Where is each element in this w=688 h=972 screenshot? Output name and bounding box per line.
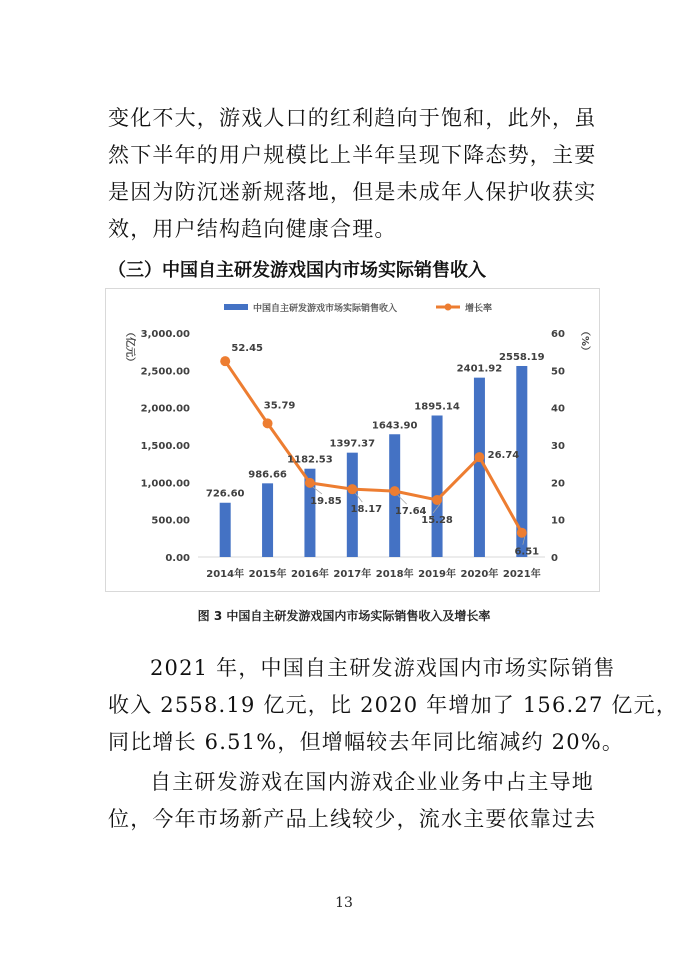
y-right-tick-label: 30 [551,441,565,452]
x-tick-label: 2015年 [248,569,287,580]
x-tick-label: 2016年 [291,569,329,580]
line-data-label: 26.74 [487,450,520,462]
y-right-tick-label: 10 [551,515,565,527]
bar-data-label: 726.60 [205,488,245,500]
legend-bar-label: 中国自主研发游戏市场实际销售收入 [253,304,398,314]
paragraph-line: 自主研发游戏在国内游戏企业业务中占主导地 [150,770,594,794]
x-tick-label: 2018年 [375,569,414,580]
x-tick-label: 2014年 [206,569,245,580]
bar [262,483,273,557]
y-left-tick-label: 2,500.00 [140,366,190,378]
bar [474,378,485,557]
paragraph-2 [108,650,679,761]
bar-data-label: 986.66 [248,469,287,481]
y-left-tick-label: 1,500.00 [140,441,190,452]
legend-line-marker [445,304,452,311]
x-tick-label: 2019年 [418,569,456,580]
y-left-tick-label: 0.00 [165,553,190,564]
line-data-label: 6.51 [514,546,540,558]
bar-data-label: 1895.14 [414,401,460,413]
paragraph-1 [108,100,597,248]
paragraph-3 [108,764,597,838]
line-data-label: 18.17 [350,504,383,516]
paragraph-line: 效，用户结构趋向健康合理。 [108,217,397,241]
bar [220,503,231,557]
x-tick-label: 2020年 [460,569,499,580]
combo-chart [106,289,599,591]
y-right-tick-label: 40 [551,403,565,415]
y-left-tick-label: 1,000.00 [140,478,190,490]
legend-bar-swatch [224,304,248,310]
growth-marker [390,486,400,496]
y-left-tick-label: 2,000.00 [140,403,190,415]
y-left-tick-label: 3,000.00 [140,329,190,340]
line-data-label: 17.64 [394,506,427,518]
line-data-label: 15.28 [421,514,453,526]
paragraph-line: 同比增长 6.51%，但增幅较去年同比缩减约 20%。 [108,730,625,754]
growth-marker [220,356,230,366]
paragraph-line: 收入 2558.19 亿元，比 2020 年增加了 156.27 亿元， [108,693,679,717]
paragraph-line: 然下半年的用户规模比上半年呈现下降态势，主要 [108,143,597,167]
bar-data-label: 2401.92 [456,363,503,375]
paragraph-line: 位，今年市场新产品上线较少，流水主要依靠过去 [108,807,597,831]
line-data-label: 19.85 [310,495,342,507]
growth-marker [474,452,484,462]
y-right-tick-label: 0 [551,553,558,564]
y-right-axis-label: （%） [579,325,590,357]
bar-data-label: 2558.19 [499,351,545,363]
page-number: 13 [335,895,353,911]
y-right-tick-label: 50 [551,366,565,378]
growth-marker [347,484,357,494]
legend-line-label: 增长率 [465,304,493,314]
y-right-tick-label: 60 [551,329,565,340]
bar [432,415,443,557]
bar-data-label: 1643.90 [371,420,418,432]
y-left-tick-label: 500.00 [151,515,190,527]
bar-data-label: 1397.37 [329,438,376,450]
bar-data-label: 1182.53 [287,454,333,466]
growth-marker [517,528,527,538]
growth-marker [263,418,273,428]
y-left-axis-label: （亿元） [124,327,135,367]
line-data-label: 35.79 [263,400,296,412]
figure-caption: 图 3 中国自主研发游戏国内市场实际销售收入及增长率 [197,609,491,623]
growth-marker [305,478,315,488]
section-heading: （三）中国自主研发游戏国内市场实际销售收入 [108,260,486,281]
line-data-label: 52.45 [231,343,264,355]
y-right-tick-label: 20 [551,478,565,490]
chart-frame [105,288,600,592]
paragraph-line: 是因为防沉迷新规落地，但是未成年人保护收获实 [108,180,597,204]
growth-marker [432,495,442,505]
paragraph-line: 2021 年，中国自主研发游戏国内市场实际销售 [150,656,616,680]
x-tick-label: 2021年 [502,569,541,580]
paragraph-line: 变化不大，游戏人口的红利趋向于饱和，此外，虽 [108,106,597,130]
x-tick-label: 2017年 [333,569,372,580]
